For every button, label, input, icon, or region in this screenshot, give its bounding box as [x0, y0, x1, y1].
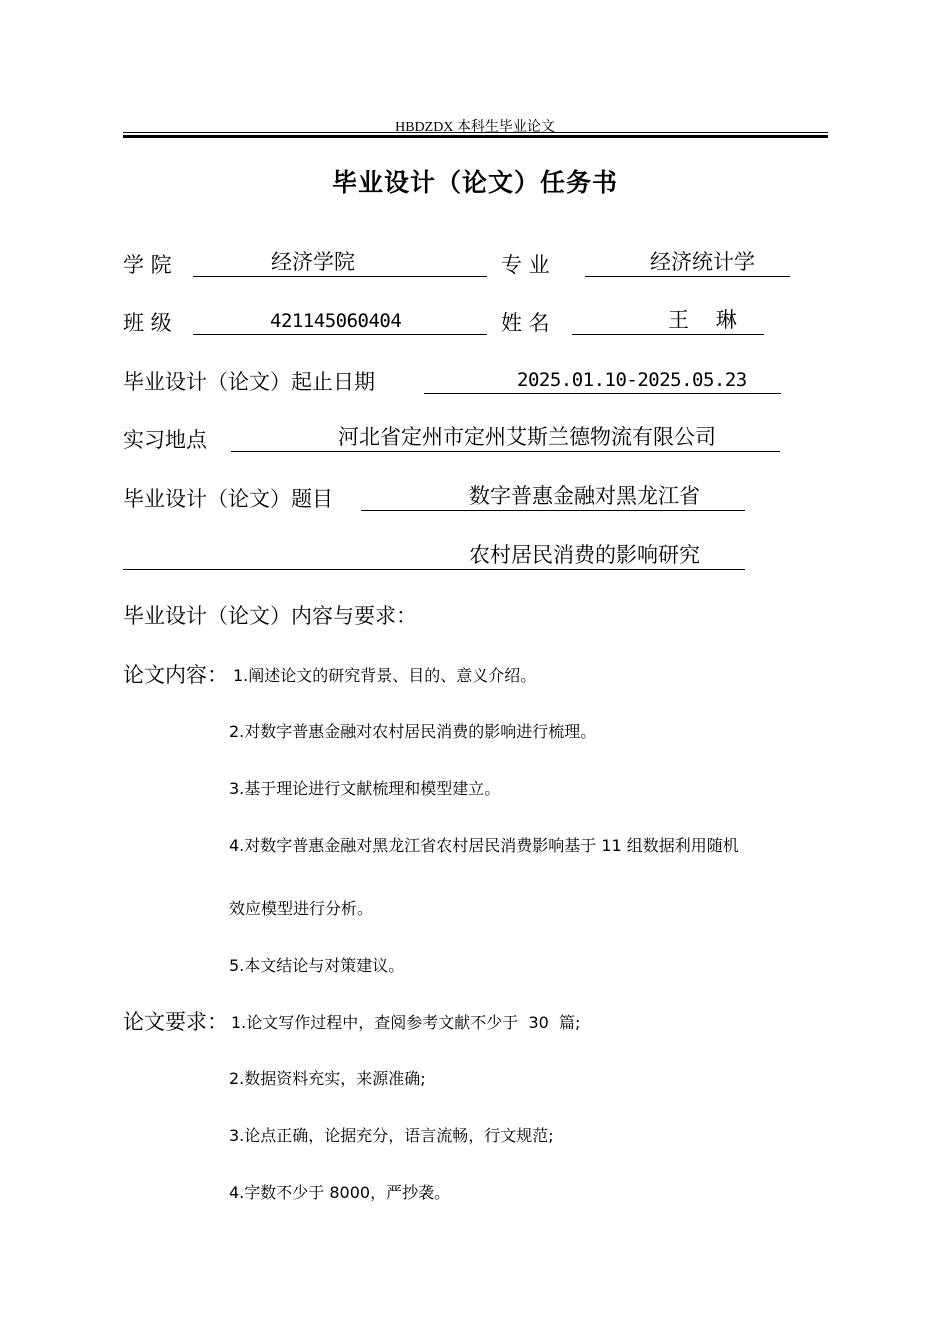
content-item: 1.阐述论文的研究背景、目的、意义介绍。 [233, 666, 537, 685]
name-label: 姓 名 [501, 311, 550, 335]
content-item: 效应模型进行分析。 [229, 899, 374, 918]
topic-label: 毕业设计（论文）题目 [123, 487, 333, 511]
requirement-item: 4.字数不少于 8000，严抄袭。 [229, 1183, 451, 1202]
document-title: 毕业设计（论文）任务书 [331, 168, 618, 197]
major-label: 专 业 [501, 253, 550, 277]
requirement-item: 2.数据资料充实，来源准确; [229, 1069, 426, 1088]
college-value: 经济学院 [271, 250, 355, 274]
location-field [231, 423, 780, 452]
period-field [424, 365, 781, 394]
class-label: 班 级 [123, 311, 172, 335]
major-field [585, 248, 790, 277]
header-rule-thin [123, 132, 828, 133]
location-value: 河北省定州市定州艾斯兰德物流有限公司 [338, 425, 716, 449]
class-field [193, 306, 487, 335]
class-value: 421145060404 [270, 310, 402, 332]
requirement-item: 3.论点正确，论据充分，语言流畅，行文规范; [229, 1126, 554, 1145]
content-item: 3.基于理论进行文献梳理和模型建立。 [229, 779, 501, 798]
content-item: 2.对数字普惠金融对农村居民消费的影响进行梳理。 [229, 722, 597, 741]
college-field [193, 248, 487, 277]
content-item: 4.对数字普惠金融对黑龙江省农村居民消费影响基于 11 组数据利用随机 [229, 836, 739, 855]
major-value: 经济统计学 [650, 250, 755, 274]
period-label: 毕业设计（论文）起止日期 [123, 370, 375, 394]
topic-value-line2: 农村居民消费的影响研究 [469, 543, 700, 567]
requirements-label: 论文要求： [123, 1010, 228, 1034]
topic-field-line2 [123, 541, 745, 570]
name-value: 王 琳 [668, 308, 737, 332]
location-label: 实习地点 [123, 428, 207, 452]
period-value: 2025.01.10-2025.05.23 [517, 369, 747, 391]
content-item: 5.本文结论与对策建议。 [229, 956, 405, 975]
header-rule-thick [123, 135, 828, 138]
college-label: 学 院 [123, 253, 172, 277]
topic-value-line1: 数字普惠金融对黑龙江省 [469, 484, 700, 508]
running-header: HBDZDX 本科生毕业论文 [395, 120, 555, 135]
requirement-item: 1.论文写作过程中，查阅参考文献不少于 30 篇; [231, 1013, 581, 1032]
requirements-heading: 毕业设计（论文）内容与要求： [123, 604, 417, 628]
topic-field-line1 [361, 482, 745, 511]
content-label: 论文内容： [123, 663, 228, 687]
name-field [572, 306, 764, 335]
